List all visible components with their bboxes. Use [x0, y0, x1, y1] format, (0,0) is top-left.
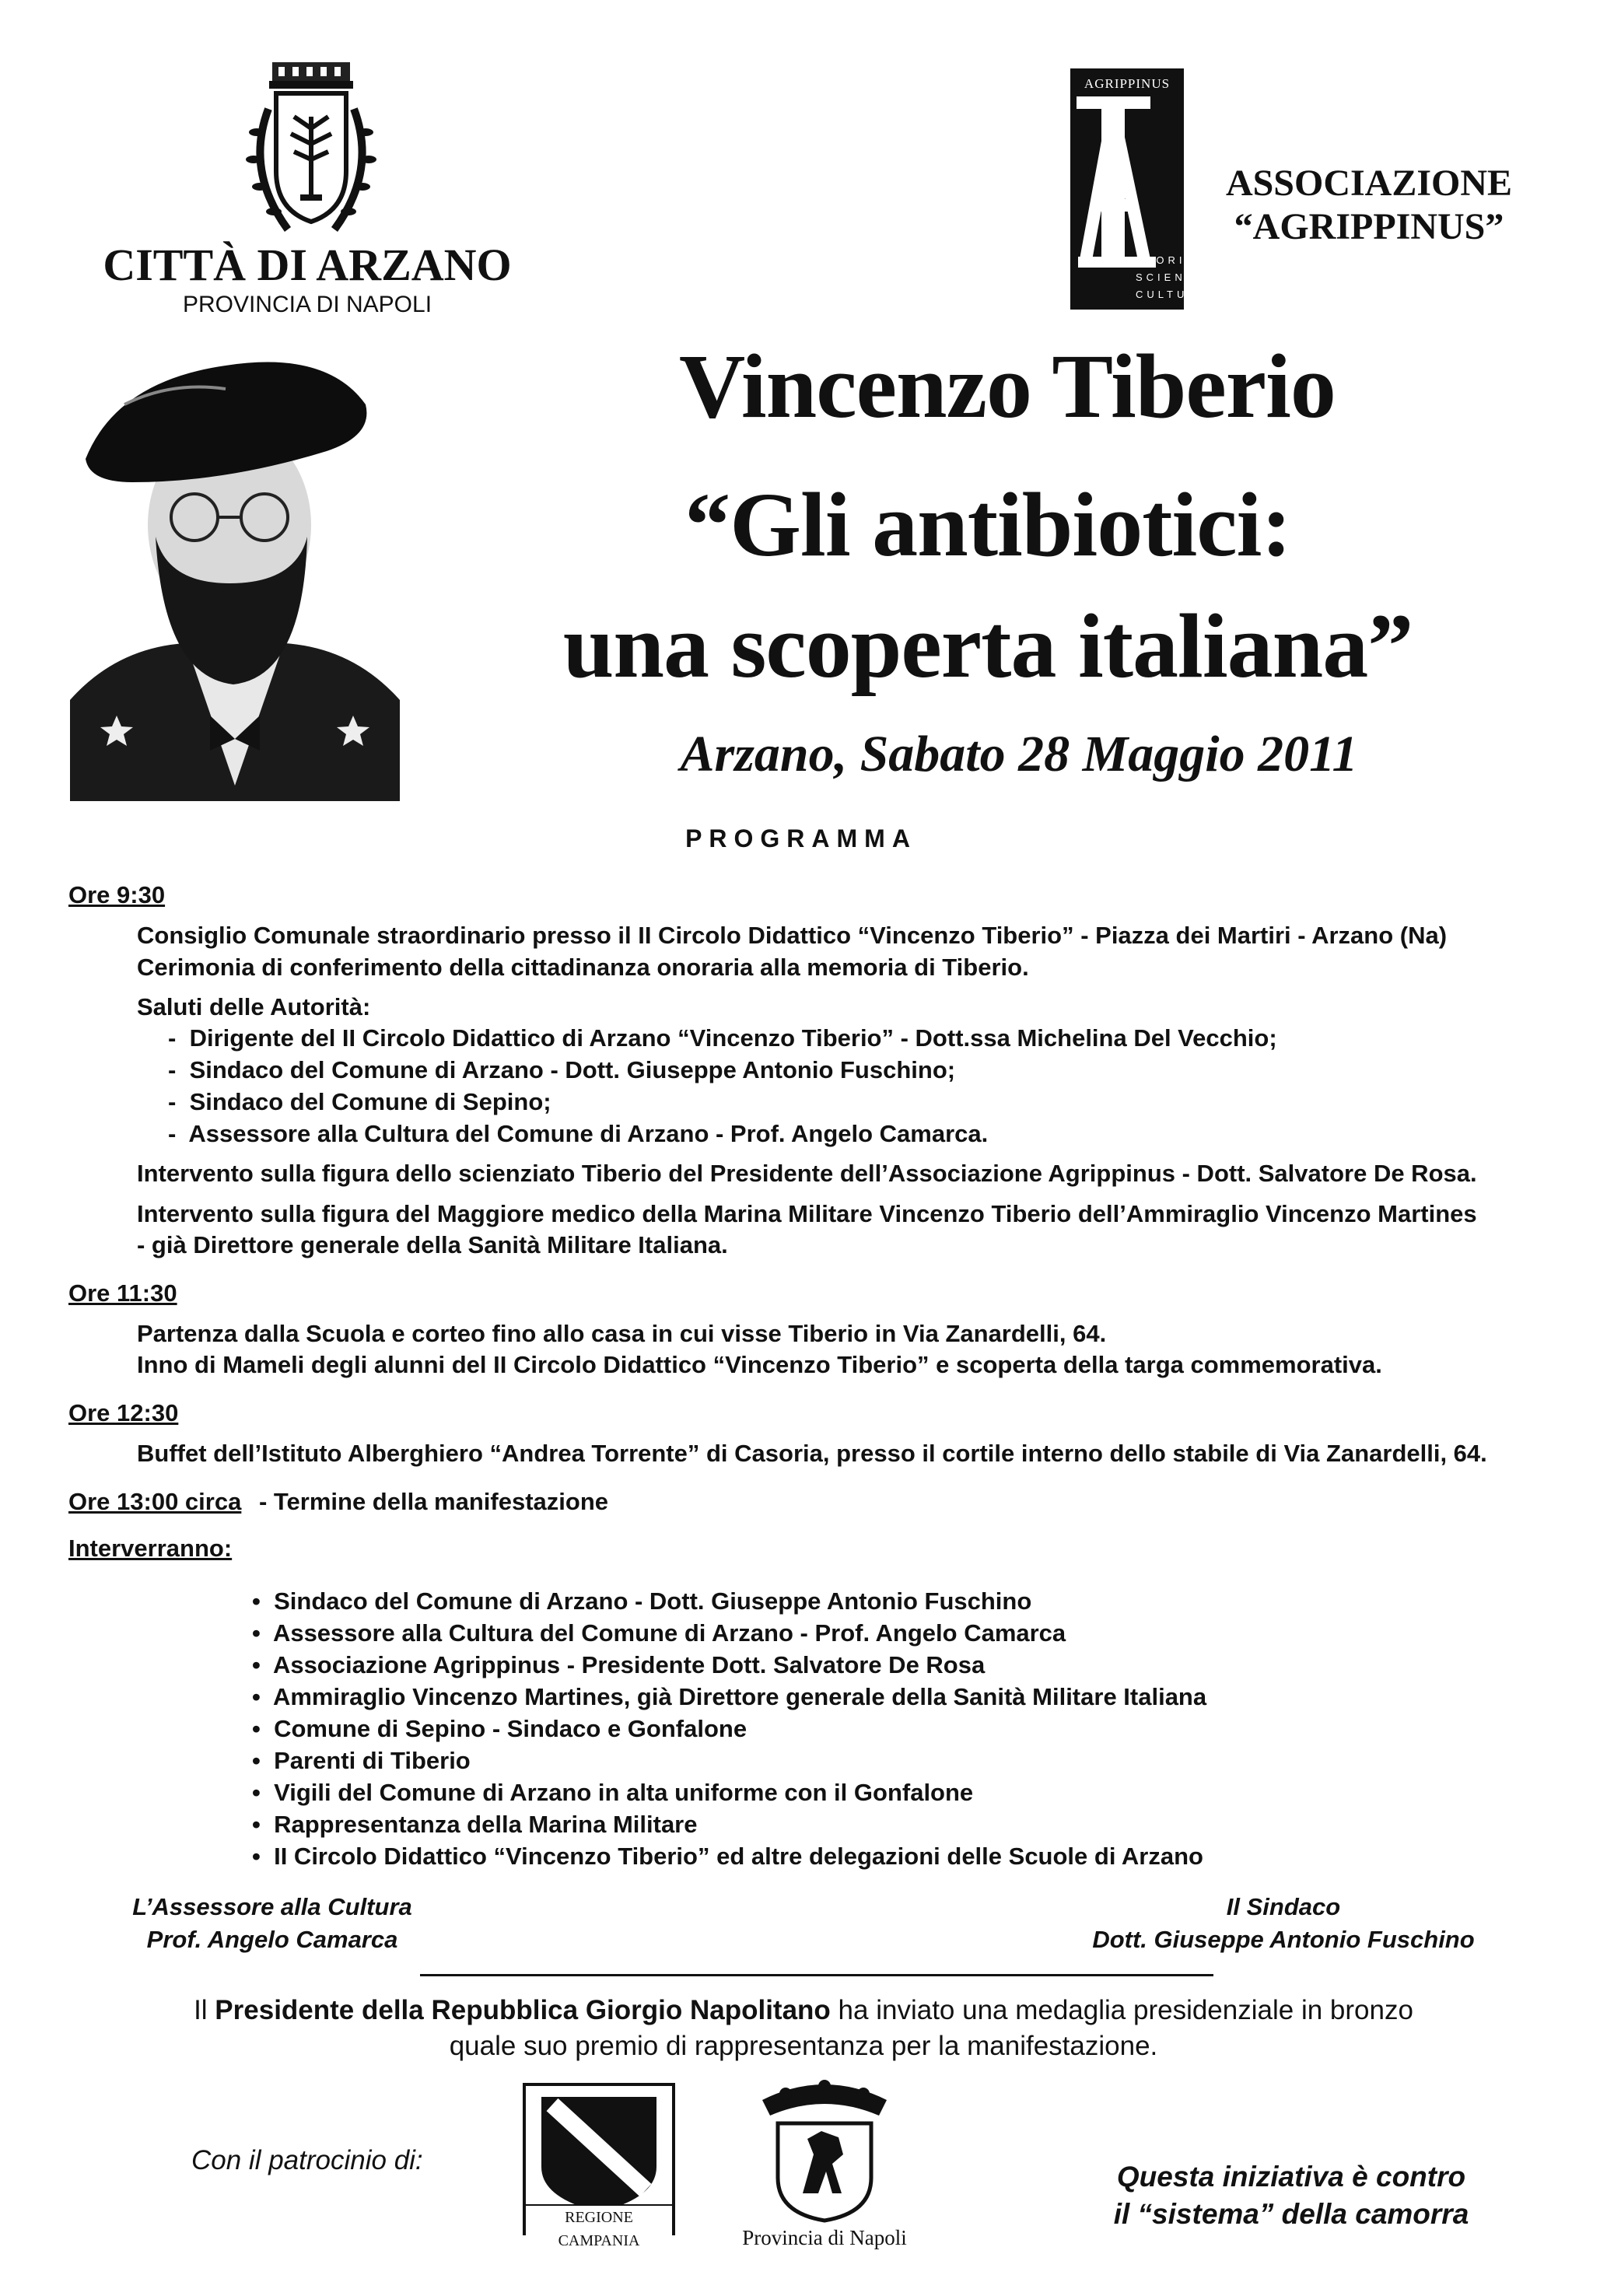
regione-campania-logo	[521, 2081, 677, 2249]
anti-camorra-line2: il “sistema” della camorra	[1113, 2198, 1469, 2230]
city-crest-emblem	[233, 62, 389, 241]
president-note-line1: Il Presidente della Repubblica Giorgio Napolitano ha inviato una medaglia presidenziale in bronzo	[194, 1995, 1413, 2025]
saluti-heading: Saluti delle Autorità:	[137, 993, 371, 1020]
association-name-line2: “AGRIPPINUS”	[1234, 206, 1504, 247]
patrocinio-label: Con il patrocinio di:	[191, 2145, 423, 2175]
interverranno-list	[252, 1585, 1574, 1872]
list-item: • Comune di Sepino - Sindaco e Gonfalone	[252, 1715, 747, 1742]
time-12-30: Ore 12:30	[68, 1399, 179, 1426]
list-item: • Rappresentanza della Marina Militare	[252, 1811, 698, 1838]
agrippinus-logo-text: AGRIPPINUS	[1084, 76, 1171, 91]
main-title-line2: “Gli antibiotici:	[684, 474, 1291, 576]
list-item: - Assessore alla Cultura del Comune di Arzano - Prof. Angelo Camarca.	[168, 1120, 989, 1147]
divider-line	[420, 1974, 1213, 1976]
main-title-name: Vincenzo Tiberio	[679, 335, 1336, 437]
time-9-30: Ore 9:30	[68, 881, 166, 908]
signature-right-name: Dott. Giuseppe Antonio Fuschino	[1092, 1926, 1475, 1953]
province-label: PROVINCIA DI NAPOLI	[182, 292, 432, 317]
list-item: • Assessore alla Cultura del Comune di Arzano - Prof. Angelo Camarca	[252, 1619, 1066, 1647]
list-item: • Vigili del Comune di Arzano in alta uniforme con il Gonfalone	[252, 1779, 974, 1806]
list-item: • Sindaco del Comune di Arzano - Dott. Giuseppe Antonio Fuschino	[252, 1587, 1032, 1615]
signature-left-name: Prof. Angelo Camarca	[146, 1926, 398, 1953]
agrippinus-logo-subtitle: STORIA SCIENZA CULTURA	[1136, 254, 1210, 300]
list-item: • Associazione Agrippinus - Presidente Dott. Salvatore De Rosa	[252, 1651, 986, 1678]
list-item: • Ammiraglio Vincenzo Martines, già Direttore generale della Sanità Militare Italiana	[252, 1683, 1207, 1710]
t2-line1: Partenza dalla Scuola e corteo fino allo casa in cui visse Tiberio in Via Zanardelli, 64.	[137, 1320, 1107, 1347]
t1-line2: Cerimonia di conferimento della cittadinanza onoraria alla memoria di Tiberio.	[137, 954, 1029, 981]
city-name: CITTÀ DI ARZANO	[103, 240, 512, 290]
intervento1: Intervento sulla figura dello scienziato Tiberio del Presidente dell’Associazione Agrippinus - Dott. Salvatore De Rosa.	[137, 1160, 1477, 1187]
tiberio-portrait	[70, 350, 400, 801]
interverranno-heading: Interverranno:	[68, 1535, 233, 1562]
t2-line2: Inno di Mameli degli alunni del II Circolo Didattico “Vincenzo Tiberio” e scoperta della targa commemorativa.	[137, 1351, 1382, 1378]
main-title-line3: una scoperta italiana”	[562, 595, 1413, 697]
time-13-00: Ore 13:00 circa	[68, 1488, 242, 1515]
regione-campania-label: REGIONE CAMPANIA	[526, 2204, 672, 2252]
list-item: • II Circolo Didattico “Vincenzo Tiberio” ed altre delegazioni delle Scuole di Arzano	[252, 1843, 1203, 1870]
agrippinus-logo	[1070, 68, 1210, 310]
signature-left-role: L’Assessore alla Cultura	[132, 1893, 412, 1920]
saluti-list	[168, 1022, 1568, 1150]
list-item: - Sindaco del Comune di Arzano - Dott. Giuseppe Antonio Fuschino;	[168, 1056, 956, 1083]
event-date: Arzano, Sabato 28 Maggio 2011	[680, 726, 1358, 782]
anti-camorra-line1: Questa iniziativa è contro	[1116, 2161, 1466, 2193]
t1-line1: Consiglio Comunale straordinario presso il II Circolo Didattico “Vincenzo Tiberio” - Piazza dei Martiri - Arzano (Na)	[137, 922, 1448, 949]
intervento2-line1: Intervento sulla figura del Maggiore medico della Marina Militare Vincenzo Tiberio dell’Ammiraglio Vincenzo Martines	[137, 1200, 1477, 1227]
provincia-napoli-label: Provincia di Napoli	[742, 2226, 907, 2249]
end-of-event: - Termine della manifestazione	[258, 1488, 608, 1515]
president-note-line2: quale suo premio di rappresentanza per la manifestazione.	[449, 2031, 1158, 2061]
intervento2-line2: - già Direttore generale della Sanità Militare Italiana.	[137, 1231, 728, 1258]
list-item: • Parenti di Tiberio	[252, 1747, 471, 1774]
provincia-napoli-crest	[747, 2077, 902, 2224]
time-13-00-row	[68, 1486, 608, 1517]
list-item: - Dirigente del II Circolo Didattico di Arzano “Vincenzo Tiberio” - Dott.ssa Michelina Del Vecchio;	[168, 1024, 1277, 1052]
association-name-line1: ASSOCIAZIONE	[1225, 163, 1513, 204]
list-item: - Sindaco del Comune di Sepino;	[168, 1088, 551, 1115]
t3-line1: Buffet dell’Istituto Alberghiero “Andrea Torrente” di Casoria, presso il cortile interno dello stabile di Via Zanardelli, 64.	[137, 1440, 1487, 1467]
programma-heading: PROGRAMMA	[685, 824, 917, 852]
president-name: Presidente della Repubblica Giorgio Napolitano	[215, 1995, 831, 2025]
time-11-30: Ore 11:30	[68, 1279, 177, 1307]
signature-right-role: Il Sindaco	[1226, 1893, 1341, 1920]
